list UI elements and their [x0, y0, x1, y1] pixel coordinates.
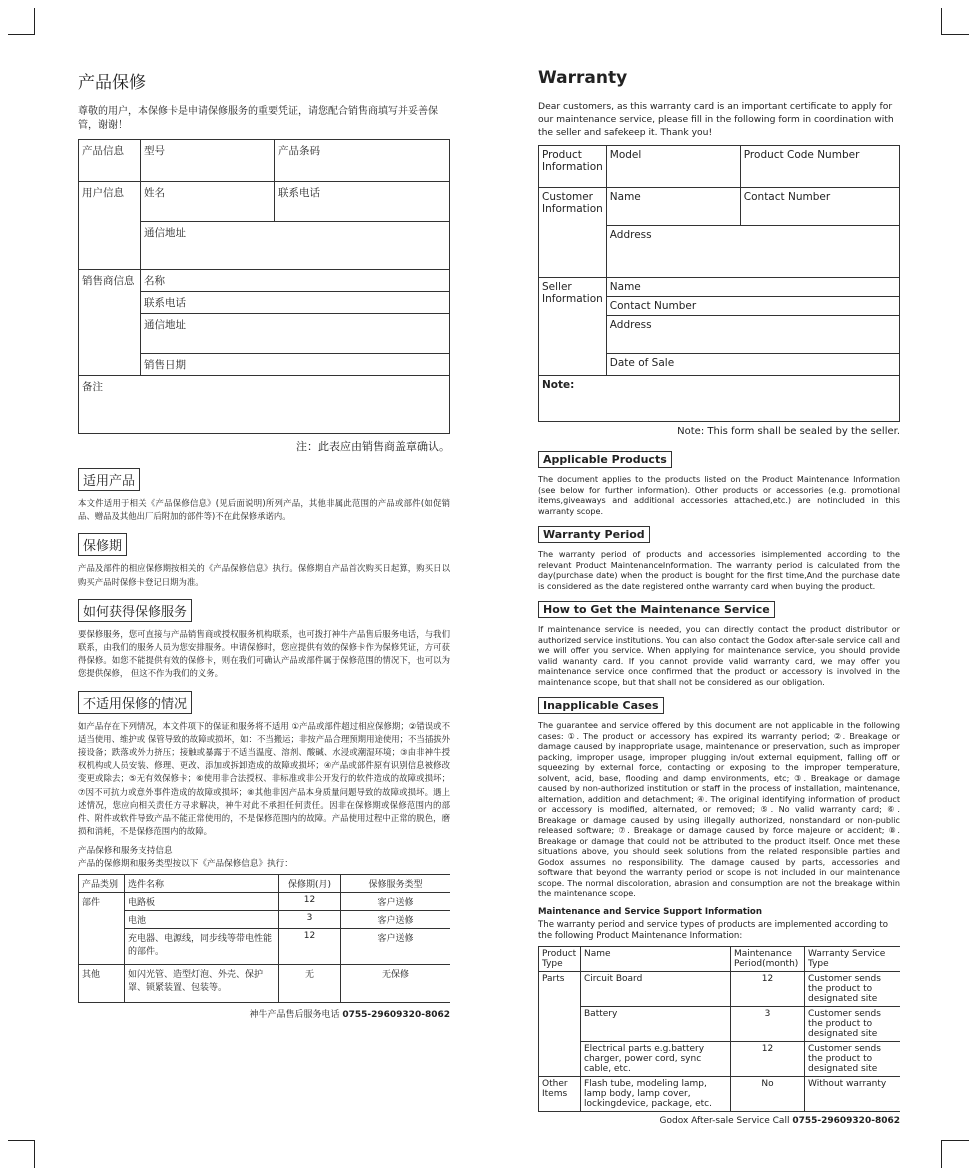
cn-address-field[interactable]: 通信地址 — [141, 222, 450, 270]
en-section — [538, 520, 900, 591]
cn-title: 产品保修 — [78, 73, 146, 93]
cn-seller-phone-field[interactable]: 联系电话 — [141, 292, 450, 314]
table-row — [79, 893, 451, 911]
en-product-info-label: Product Information — [539, 146, 607, 188]
table-cell-period: 3 — [279, 911, 341, 929]
table-row — [79, 929, 451, 965]
cn-seller-address-field[interactable]: 通信地址 — [141, 314, 450, 354]
table-header-row — [539, 946, 901, 971]
crop-mark — [941, 1140, 969, 1141]
en-title: Warranty — [538, 68, 628, 88]
en-address-field[interactable]: Address — [606, 226, 899, 278]
table-cell-period: 无 — [279, 965, 341, 1003]
en-seal-note: Note: This form shall be sealed by the seller. — [677, 426, 900, 437]
table-cell-category: 其他 — [79, 965, 125, 1003]
table-row — [539, 1076, 901, 1111]
cn-section-heading: 适用产品 — [78, 468, 140, 491]
table-cell-name: 电路板 — [125, 893, 279, 911]
table-cell-period: 12 — [279, 893, 341, 911]
en-seller-contact-field[interactable]: Contact Number — [606, 297, 899, 316]
english-column — [538, 68, 900, 1126]
en-section-body: The warranty period of products and accessories isimplemented according to the relevant Product MaintenanceInformation. The warranty period is calculated from the day(purchase date) when the product is bought for the first time,And the purchase date is considered as the date registered onthe warranty card when buying the product. — [538, 549, 900, 591]
crop-mark — [941, 34, 969, 35]
table-cell-type: 客户送修 — [341, 911, 451, 929]
table-cell-category: Parts — [539, 971, 581, 1076]
en-maintenance-table — [538, 946, 900, 1112]
cn-name-field[interactable]: 姓名 — [141, 182, 275, 222]
table-cell-type: 客户送修 — [341, 929, 451, 965]
en-section-heading: How to Get the Maintenance Service — [538, 601, 775, 618]
table-cell-type: Customer sends the product to designated site — [805, 1041, 901, 1076]
en-section-body: If maintenance service is needed, you can directly contact the product distributor or authorized service institutions. You can also contact the Godox after-sale service call and we will offer you service. When applying for maintenance service, you should provide valid wananty card. If you cannot provide valid warranty card, we may offer you maintenance service once confirmed that the product or accessory is involved in the maintenance scope, but that shall not be considered as our obligation. — [538, 624, 900, 687]
en-name-field[interactable]: Name — [606, 188, 740, 226]
cn-barcode-field[interactable]: 产品条码 — [275, 140, 450, 182]
crop-mark — [941, 8, 942, 34]
cn-section-body: 产品及部件的相应保修期按相关的《产品保修信息》执行。保修期自产品首次购买日起算，购买日以购买产品时保修卡登记日期为准。 — [78, 563, 450, 587]
table-row — [79, 965, 451, 1003]
table-cell-name: 充电器、电源线，同步线等带电性能的部件。 — [125, 929, 279, 965]
cn-service-phone: 0755-29609320-8062 — [342, 1010, 450, 1021]
en-section — [538, 691, 900, 899]
en-section-heading: Warranty Period — [538, 526, 650, 543]
table-cell-category: Other Items — [539, 1076, 581, 1111]
en-service-phone: 0755-29609320-8062 — [792, 1115, 900, 1126]
table-header: Maintenance Period(month) — [731, 946, 805, 971]
table-cell-period: 12 — [731, 1041, 805, 1076]
crop-mark — [8, 34, 35, 35]
table-cell-category: 部件 — [79, 893, 125, 965]
cn-section-body: 要保修服务，您可直接与产品销售商或授权服务机构联系，也可拨打神牛产品售后服务电话，与我们联系，由我们的服务人员为您安排服务。申请保修时，您应提供有效的保修卡作为保修凭证，方可获得保修。如您不能提供有效的保修卡，则在我们可确认产品或部件属于保修范围的情况下，也可以为您提供保修， 但这不作为我们的义务。 — [78, 628, 450, 679]
en-section — [538, 595, 900, 687]
cn-section — [78, 685, 450, 839]
en-seller-address-field[interactable]: Address — [606, 316, 899, 354]
cn-section-heading: 保修期 — [78, 533, 127, 556]
crop-mark — [8, 1140, 35, 1141]
en-section-heading: Inapplicable Cases — [538, 697, 664, 714]
table-header: Name — [581, 946, 731, 971]
cn-support-title: 产品保修和服务支持信息 — [78, 846, 173, 857]
en-service-label: Godox After-sale Service Call — [659, 1115, 790, 1126]
table-header: 保修服务类型 — [341, 875, 451, 893]
table-cell-period: 12 — [279, 929, 341, 965]
table-cell-period: No — [731, 1076, 805, 1111]
en-section — [538, 445, 900, 516]
crop-mark — [34, 1140, 35, 1168]
table-cell-type: Customer sends the product to designated site — [805, 971, 901, 1006]
cn-intro: 尊敬的用户，本保修卡是申请保修服务的重要凭证，请您配合销售商填写并妥善保管，谢谢！ — [78, 106, 438, 131]
cn-section-body: 本文件适用于相关《产品保修信息》(见后面说明)所列产品，其他非属此范围的产品或部件(如促销品、赠品及其他出厂后附加的部件等)不在此保修承诺内。 — [78, 498, 450, 522]
en-intro: Dear customers, as this warranty card is an important certificate to apply for our maintenance service, please fill in the following form in coordination with the seller and safekeep it. Thank you! — [538, 101, 894, 138]
cn-warranty-form — [78, 139, 450, 434]
table-header: 保修期(月) — [279, 875, 341, 893]
table-header: Product Type — [539, 946, 581, 971]
table-header: Warranty Service Type — [805, 946, 901, 971]
table-header: 选件名称 — [125, 875, 279, 893]
table-cell-type: Without warranty — [805, 1076, 901, 1111]
crop-mark — [34, 8, 35, 34]
table-row — [539, 1006, 901, 1041]
cn-maintenance-table — [78, 874, 450, 1003]
table-cell-name: Flash tube, modeling lamp, lamp body, lamp cover, lockingdevice, package, etc. — [581, 1076, 731, 1111]
cn-product-info-label: 产品信息 — [79, 140, 141, 182]
en-seller-name-field[interactable]: Name — [606, 278, 899, 297]
table-cell-name: 电池 — [125, 911, 279, 929]
cn-section — [78, 593, 450, 681]
crop-mark — [941, 1140, 942, 1168]
table-header: 产品类别 — [79, 875, 125, 893]
en-section-heading: Applicable Products — [538, 451, 672, 468]
en-customer-info-label: Customer Information — [539, 188, 607, 278]
cn-model-field[interactable]: 型号 — [141, 140, 275, 182]
en-contact-field[interactable]: Contact Number — [740, 188, 899, 226]
table-cell-period: 12 — [731, 971, 805, 1006]
en-section-body: The guarantee and service offered by this document are not applicable in the following cases: ①. The product or accessory has expired its warranty period; ②. Breakage or damage caused by inappropriate usage, maintenance or preservation, such as improper packing, improper usage, improper plugging in/out external equipment, falling off or squeezing by external force, contacting or exposing to the improper temperature, solvent, acid, base, flooding and damp environments, etc; ③. Breakage or damage caused by non-authorized institution or staff in the process of installation, maintenance, alternation, addition and detachment; ④. The original identifying information of product or accessory is modified, alternated, or removed; ⑤. No valid warranty card; ⑥. Breakage or damage caused by using illegally authorized, nonstandard or non-public released software; ⑦. Breakage or damage caused by force majeure or accident; ⑧. Breakage or damage that could not be attributed to the product itself. Once met these situations above, you should seek solutions from the related responsible parties and Godox assumes no responsibility. The damage caused by parts, accessories and software that beyond the warranty period or scope is not included in our maintenance scope. The normal discoloration, abrasion and consumption are not the breakage within the maintenance scope. — [538, 720, 900, 898]
cn-section — [78, 462, 450, 523]
cn-sale-date-field[interactable]: 销售日期 — [141, 354, 450, 376]
cn-seller-info-label: 销售商信息 — [79, 270, 141, 376]
en-support-sub: The warranty period and service types of products are implemented according to the following Product Maintenance Information: — [538, 919, 888, 941]
en-warranty-form — [538, 145, 900, 422]
cn-service-line — [78, 1007, 450, 1020]
table-cell-type: Customer sends the product to designated site — [805, 1006, 901, 1041]
table-cell-name: Circuit Board — [581, 971, 731, 1006]
table-cell-name: Electrical parts e.g.battery charger, power cord, sync cable, etc. — [581, 1041, 731, 1076]
cn-seller-name-field[interactable]: 名称 — [141, 270, 450, 292]
en-section-body: The document applies to the products listed on the Product Maintenance Information (see below for further information). Other products or accessories (e.g. promotional items,giveaways and additional accessories attached,etc.) are notincluded in this warranty scope. — [538, 474, 900, 516]
cn-support-sub: 产品的保修期和服务类型按以下《产品保修信息》执行： — [78, 859, 293, 870]
en-service-line — [538, 1116, 900, 1126]
table-row — [539, 1041, 901, 1076]
table-row — [539, 971, 901, 1006]
table-cell-period: 3 — [731, 1006, 805, 1041]
table-cell-name: 如闪光管、造型灯泡、外壳、保护罩、锁紧装置、包装等。 — [125, 965, 279, 1003]
en-seller-info-label: Seller Information — [539, 278, 607, 376]
cn-user-info-label: 用户信息 — [79, 182, 141, 270]
table-cell-type: 客户送修 — [341, 893, 451, 911]
chinese-column — [78, 68, 450, 1020]
en-support-title: Maintenance and Service Support Information — [538, 906, 762, 917]
cn-phone-field[interactable]: 联系电话 — [275, 182, 450, 222]
en-note-field[interactable]: Note: — [539, 376, 900, 422]
cn-section-heading: 不适用保修的情况 — [78, 691, 192, 714]
cn-section-heading: 如何获得保修服务 — [78, 599, 192, 622]
cn-section — [78, 527, 450, 588]
table-cell-name: Battery — [581, 1006, 731, 1041]
en-sale-date-field[interactable]: Date of Sale — [606, 354, 899, 376]
table-cell-type: 无保修 — [341, 965, 451, 1003]
cn-service-label: 神牛产品售后服务电话 — [249, 1010, 340, 1021]
en-model-field[interactable]: Model — [606, 146, 740, 188]
table-row — [79, 911, 451, 929]
cn-section-body: 如产品存在下列情况，本文件项下的保证和服务将不适用 ①产品或部件超过相应保修期；②错误或不适当使用、维护或 保管导致的故障或损坏，如：不当搬运；非按产品合理预期用途使用；不当插拔外接设备；跌落或外力挤压；接触或暴露于不适当温度、溶剂、酸碱、水浸或潮湿环境；③由非神牛授权机构或人员安装、修理、更改、添加或拆卸造成的故障或损坏；④产品或部件原有识别信息被修改变更或除去；⑤无有效保修卡；⑥使用非合法授权、非标准或非公开发行的软件造成的故障或损坏；⑦因不可抗力或意外事件造成的故障或损坏；⑧其他非因产品本身质量问题导致的故障或损坏。遇上述情况，您应向相关责任方寻求解决，神牛对此不承担任何责任。因非在保修期或保修范围内的部件、附件或软件导致产品不能正常使用的，不是保修范围内的故障。产品使用过程中正常的脱色，磨损和消耗，不是保修范围内的故障。 — [78, 720, 450, 837]
table-header-row — [79, 875, 451, 893]
en-code-field[interactable]: Product Code Number — [740, 146, 899, 188]
cn-seal-note: 注：此表应由销售商盖章确认。 — [296, 440, 450, 453]
cn-remarks-field[interactable]: 备注 — [79, 376, 450, 434]
